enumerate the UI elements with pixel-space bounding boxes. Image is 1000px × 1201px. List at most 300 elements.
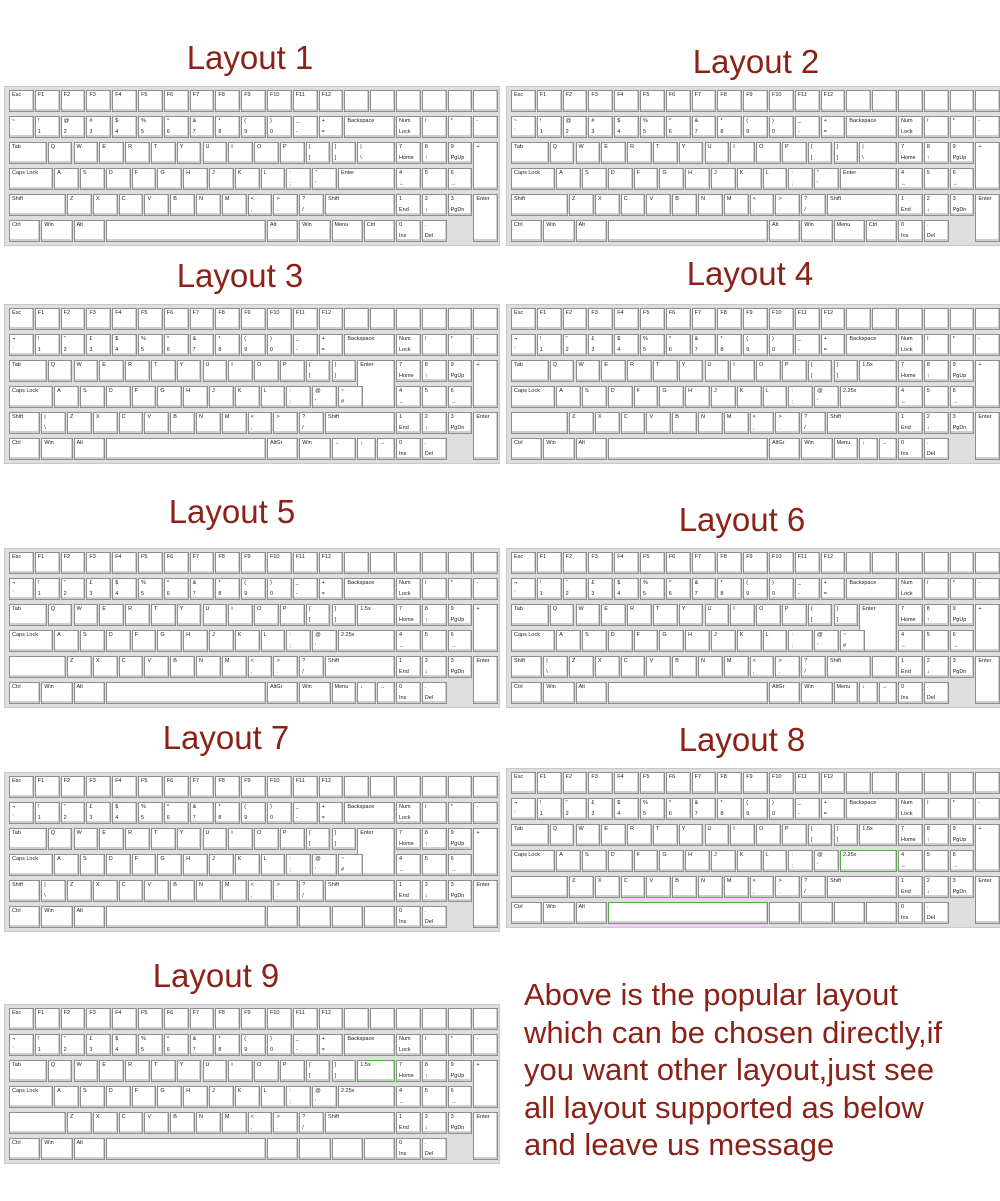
key-num-row[interactable] [692, 578, 717, 600]
key-num-lock[interactable] [898, 116, 923, 138]
key-p[interactable] [280, 142, 305, 164]
key-f11[interactable] [293, 1008, 318, 1030]
key-pipe[interactable] [859, 360, 897, 382]
key-num-row[interactable] [164, 578, 189, 600]
key-p[interactable] [782, 142, 807, 164]
key-np7[interactable] [396, 1060, 421, 1082]
key-d[interactable] [106, 386, 131, 408]
key-x[interactable] [93, 194, 118, 216]
key-d[interactable] [608, 168, 633, 190]
key-menu[interactable] [332, 220, 363, 242]
key-num-row[interactable] [86, 802, 111, 824]
key-t[interactable] [151, 142, 176, 164]
key-num-row[interactable] [717, 798, 742, 820]
key-blank[interactable] [950, 90, 975, 112]
key-iso-pipe[interactable] [41, 880, 66, 902]
key-np-plus[interactable] [473, 1060, 498, 1108]
key-num-row[interactable] [138, 116, 163, 138]
key-o[interactable] [756, 824, 781, 846]
key-esc[interactable] [511, 308, 536, 330]
key-f9[interactable] [241, 552, 266, 574]
key-f8[interactable] [717, 552, 742, 574]
key-quote[interactable] [312, 1086, 337, 1108]
key-num-row[interactable] [86, 578, 111, 600]
key-blank[interactable] [975, 90, 1000, 112]
key-num-row[interactable] [215, 116, 240, 138]
key-w[interactable] [74, 828, 99, 850]
key-blank[interactable] [834, 902, 865, 924]
key-f5[interactable] [640, 308, 665, 330]
key-f6[interactable] [666, 90, 691, 112]
key-b[interactable] [170, 1112, 195, 1134]
key-blank[interactable] [950, 772, 975, 794]
key-num-row[interactable] [511, 578, 536, 600]
key-menu[interactable] [834, 438, 859, 460]
key-f5[interactable] [138, 776, 163, 798]
key-menu[interactable] [834, 682, 859, 704]
key-period[interactable] [273, 656, 298, 678]
key-blank[interactable] [422, 552, 447, 574]
key-np6[interactable] [448, 1086, 473, 1108]
key-shift-right[interactable] [827, 194, 897, 216]
key-t[interactable] [151, 1060, 176, 1082]
key-np8[interactable] [422, 604, 447, 626]
key-altgr[interactable] [267, 682, 298, 704]
key-bracket-left[interactable] [808, 360, 833, 382]
key-menu[interactable] [834, 220, 865, 242]
key-x[interactable] [595, 656, 620, 678]
key-f11[interactable] [795, 552, 820, 574]
key-blank[interactable] [872, 656, 897, 678]
key-num-row[interactable] [138, 802, 163, 824]
key-np-plus[interactable] [975, 360, 1000, 408]
key-x[interactable] [93, 880, 118, 902]
key-z[interactable] [569, 876, 594, 898]
key-w[interactable] [74, 604, 99, 626]
key-z[interactable] [569, 412, 594, 434]
key-x[interactable] [93, 656, 118, 678]
key-np-slash[interactable] [924, 116, 949, 138]
key-period[interactable] [273, 880, 298, 902]
key-l[interactable] [763, 630, 788, 652]
key-enter[interactable] [338, 1086, 395, 1108]
key-np0[interactable] [898, 682, 923, 704]
key-f[interactable] [634, 850, 659, 872]
key-n[interactable] [196, 412, 221, 434]
key-f10[interactable] [769, 308, 794, 330]
key-num-row[interactable] [743, 578, 768, 600]
key-comma[interactable] [750, 876, 775, 898]
key-num-lock[interactable] [396, 578, 421, 600]
key-blank[interactable] [396, 776, 421, 798]
key-np3[interactable] [448, 1112, 473, 1134]
key-np4[interactable] [396, 1086, 421, 1108]
key-np8[interactable] [422, 1060, 447, 1082]
key-h[interactable] [183, 1086, 208, 1108]
key-u[interactable] [705, 824, 730, 846]
key-esc[interactable] [511, 772, 536, 794]
key-f6[interactable] [666, 308, 691, 330]
key-num-row[interactable] [215, 1034, 240, 1056]
key-o[interactable] [254, 828, 279, 850]
key-f5[interactable] [640, 772, 665, 794]
key-altgr[interactable] [267, 438, 298, 460]
key-bracket-left[interactable] [306, 1060, 331, 1082]
key-blank[interactable] [396, 1008, 421, 1030]
key-hash[interactable] [338, 854, 363, 876]
key-blank[interactable] [473, 90, 498, 112]
key-b[interactable] [170, 194, 195, 216]
key-num-row[interactable] [267, 116, 292, 138]
key-space[interactable] [106, 682, 266, 704]
key-blank[interactable] [872, 308, 897, 330]
key-y[interactable] [177, 360, 202, 382]
key-u[interactable] [203, 604, 228, 626]
key-q[interactable] [550, 604, 575, 626]
key-num-row[interactable] [112, 334, 137, 356]
key-num-row[interactable] [190, 802, 215, 824]
key-k[interactable] [235, 386, 260, 408]
key-np5[interactable] [422, 168, 447, 190]
key-enter[interactable] [840, 850, 897, 872]
key-n[interactable] [698, 656, 723, 678]
key-np-dot[interactable] [924, 902, 949, 924]
key-np0[interactable] [396, 906, 421, 928]
key-enter[interactable] [338, 168, 395, 190]
key-np2[interactable] [422, 194, 447, 216]
key-f1[interactable] [35, 308, 60, 330]
key-w[interactable] [576, 360, 601, 382]
key-num-row[interactable] [821, 578, 846, 600]
key-o[interactable] [756, 360, 781, 382]
key-s[interactable] [582, 630, 607, 652]
key-comma[interactable] [750, 412, 775, 434]
key-s[interactable] [80, 168, 105, 190]
key-j[interactable] [209, 630, 234, 652]
key-num-row[interactable] [795, 578, 820, 600]
key-blank[interactable] [370, 776, 395, 798]
key-f3[interactable] [86, 308, 111, 330]
key-f8[interactable] [215, 776, 240, 798]
key-np8[interactable] [924, 360, 949, 382]
key-ctrl-left[interactable] [511, 682, 542, 704]
key-blank[interactable] [898, 308, 923, 330]
key-num-row[interactable] [614, 578, 639, 600]
key-slash[interactable] [801, 656, 826, 678]
key-quote[interactable] [814, 630, 839, 652]
key-num-row[interactable] [692, 334, 717, 356]
key-x[interactable] [595, 412, 620, 434]
key-num-row[interactable] [640, 798, 665, 820]
key-quote[interactable] [312, 854, 337, 876]
key-num-row[interactable] [61, 578, 86, 600]
key-bracket-left[interactable] [306, 142, 331, 164]
key-s[interactable] [582, 850, 607, 872]
key-num-row[interactable] [215, 802, 240, 824]
key-o[interactable] [756, 604, 781, 626]
key-f12[interactable] [319, 552, 344, 574]
key-arrow-down[interactable] [357, 438, 375, 460]
key-t[interactable] [151, 604, 176, 626]
key-semicolon[interactable] [286, 630, 311, 652]
key-f3[interactable] [86, 552, 111, 574]
key-blank[interactable] [846, 552, 871, 574]
key-np9[interactable] [950, 824, 975, 846]
key-t[interactable] [653, 142, 678, 164]
key-blank[interactable] [801, 902, 832, 924]
key-f10[interactable] [267, 1008, 292, 1030]
key-np0[interactable] [396, 220, 421, 242]
key-np-star[interactable] [950, 334, 975, 356]
key-np7[interactable] [898, 142, 923, 164]
key-np0[interactable] [898, 438, 923, 460]
key-u[interactable] [203, 1060, 228, 1082]
key-num-row[interactable] [692, 116, 717, 138]
key-l[interactable] [261, 168, 286, 190]
key-np1[interactable] [898, 876, 923, 898]
key-np-enter[interactable] [473, 1112, 498, 1160]
key-f1[interactable] [35, 90, 60, 112]
key-tab[interactable] [9, 604, 47, 626]
key-u[interactable] [203, 828, 228, 850]
key-blank[interactable] [846, 772, 871, 794]
key-f7[interactable] [692, 90, 717, 112]
key-backspace[interactable] [846, 116, 897, 138]
key-hash[interactable] [338, 386, 363, 408]
key-j[interactable] [711, 850, 736, 872]
key-shift-left[interactable] [9, 656, 66, 678]
key-shift-left[interactable] [511, 194, 568, 216]
key-space[interactable] [608, 682, 768, 704]
key-num-row[interactable] [511, 798, 536, 820]
key-m[interactable] [222, 880, 247, 902]
key-f11[interactable] [795, 772, 820, 794]
key-f[interactable] [132, 1086, 157, 1108]
key-np4[interactable] [396, 168, 421, 190]
key-y[interactable] [177, 1060, 202, 1082]
key-s[interactable] [582, 386, 607, 408]
key-period[interactable] [775, 194, 800, 216]
key-space[interactable] [106, 438, 266, 460]
key-semicolon[interactable] [286, 1086, 311, 1108]
key-f7[interactable] [190, 552, 215, 574]
key-shift-left[interactable] [511, 876, 568, 898]
key-semicolon[interactable] [286, 386, 311, 408]
key-np0[interactable] [396, 682, 421, 704]
key-h[interactable] [685, 850, 710, 872]
key-blank[interactable] [370, 308, 395, 330]
key-ctrl-left[interactable] [511, 220, 542, 242]
key-n[interactable] [196, 656, 221, 678]
key-f9[interactable] [743, 90, 768, 112]
key-num-row[interactable] [319, 578, 344, 600]
key-r[interactable] [125, 142, 150, 164]
key-r[interactable] [627, 360, 652, 382]
key-s[interactable] [80, 1086, 105, 1108]
key-num-row[interactable] [190, 578, 215, 600]
key-e[interactable] [99, 142, 124, 164]
key-k[interactable] [737, 386, 762, 408]
key-period[interactable] [775, 876, 800, 898]
key-win-left[interactable] [543, 438, 574, 460]
key-a[interactable] [54, 168, 79, 190]
key-num-row[interactable] [267, 802, 292, 824]
key-shift-right[interactable] [325, 880, 395, 902]
key-num-row[interactable] [511, 116, 536, 138]
key-f7[interactable] [190, 776, 215, 798]
key-np7[interactable] [898, 824, 923, 846]
key-num-row[interactable] [9, 334, 34, 356]
key-alt-left[interactable] [576, 682, 607, 704]
key-num-row[interactable] [588, 798, 613, 820]
key-bracket-right[interactable] [834, 604, 859, 626]
key-j[interactable] [711, 630, 736, 652]
key-g[interactable] [659, 168, 684, 190]
key-tab[interactable] [511, 360, 549, 382]
key-f12[interactable] [821, 552, 846, 574]
key-np4[interactable] [898, 386, 923, 408]
key-blank[interactable] [448, 552, 473, 574]
key-np4[interactable] [898, 850, 923, 872]
key-np2[interactable] [422, 412, 447, 434]
key-z[interactable] [67, 194, 92, 216]
key-np7[interactable] [396, 828, 421, 850]
key-num-row[interactable] [821, 116, 846, 138]
key-d[interactable] [608, 850, 633, 872]
key-np-dot[interactable] [924, 682, 949, 704]
key-win-left[interactable] [41, 220, 72, 242]
key-l[interactable] [261, 1086, 286, 1108]
key-f1[interactable] [537, 90, 562, 112]
key-i[interactable] [730, 824, 755, 846]
key-semicolon[interactable] [788, 386, 813, 408]
key-i[interactable] [228, 604, 253, 626]
key-blank[interactable] [344, 90, 369, 112]
key-s[interactable] [80, 386, 105, 408]
key-esc[interactable] [511, 90, 536, 112]
key-np-star[interactable] [448, 1034, 473, 1056]
key-np-plus[interactable] [473, 604, 498, 652]
key-f[interactable] [132, 854, 157, 876]
key-semicolon[interactable] [788, 168, 813, 190]
key-backspace[interactable] [344, 116, 395, 138]
key-h[interactable] [183, 854, 208, 876]
key-np-minus[interactable] [975, 116, 1000, 138]
key-c[interactable] [119, 194, 144, 216]
key-tab[interactable] [511, 604, 549, 626]
key-esc[interactable] [9, 308, 34, 330]
key-comma[interactable] [248, 1112, 273, 1134]
key-shift-right[interactable] [325, 1112, 395, 1134]
key-f4[interactable] [614, 552, 639, 574]
key-bracket-left[interactable] [306, 604, 331, 626]
key-num-row[interactable] [588, 578, 613, 600]
key-np-enter[interactable] [473, 880, 498, 928]
key-num-row[interactable] [563, 578, 588, 600]
key-np-star[interactable] [950, 798, 975, 820]
key-shift-left[interactable] [511, 412, 568, 434]
key-win-left[interactable] [41, 906, 72, 928]
key-np7[interactable] [898, 360, 923, 382]
key-num-row[interactable] [319, 334, 344, 356]
key-e[interactable] [601, 142, 626, 164]
key-np1[interactable] [898, 194, 923, 216]
key-f9[interactable] [241, 308, 266, 330]
key-e[interactable] [99, 360, 124, 382]
key-shift-left[interactable] [511, 656, 542, 678]
key-q[interactable] [48, 604, 73, 626]
key-g[interactable] [659, 386, 684, 408]
key-num-row[interactable] [537, 578, 562, 600]
key-esc[interactable] [9, 552, 34, 574]
key-arrow-right[interactable] [377, 438, 395, 460]
key-v[interactable] [144, 880, 169, 902]
key-slash[interactable] [299, 656, 324, 678]
key-j[interactable] [209, 1086, 234, 1108]
key-e[interactable] [99, 828, 124, 850]
key-np-star[interactable] [448, 116, 473, 138]
key-f1[interactable] [537, 552, 562, 574]
key-bracket-right[interactable] [834, 360, 859, 382]
key-bracket-right[interactable] [332, 828, 357, 850]
key-num-row[interactable] [821, 334, 846, 356]
key-np1[interactable] [898, 656, 923, 678]
key-np4[interactable] [396, 854, 421, 876]
key-m[interactable] [724, 412, 749, 434]
key-iso-pipe[interactable] [543, 656, 568, 678]
key-f4[interactable] [614, 308, 639, 330]
key-np4[interactable] [898, 630, 923, 652]
key-num-row[interactable] [86, 334, 111, 356]
key-np0[interactable] [396, 1138, 421, 1160]
key-c[interactable] [119, 412, 144, 434]
key-num-row[interactable] [666, 578, 691, 600]
key-num-row[interactable] [164, 334, 189, 356]
key-z[interactable] [67, 412, 92, 434]
key-a[interactable] [556, 168, 581, 190]
key-shift-left[interactable] [9, 880, 40, 902]
key-num-row[interactable] [743, 334, 768, 356]
key-shift-right[interactable] [325, 656, 395, 678]
key-q[interactable] [48, 828, 73, 850]
key-alt-left[interactable] [74, 906, 105, 928]
key-enter[interactable] [840, 168, 897, 190]
key-f10[interactable] [267, 308, 292, 330]
key-f8[interactable] [215, 90, 240, 112]
key-m[interactable] [222, 656, 247, 678]
key-blank[interactable] [473, 308, 498, 330]
key-f2[interactable] [61, 552, 86, 574]
key-num-row[interactable] [537, 798, 562, 820]
key-blank[interactable] [769, 902, 800, 924]
key-v[interactable] [646, 656, 671, 678]
key-f1[interactable] [537, 772, 562, 794]
key-f10[interactable] [267, 552, 292, 574]
key-shift-right[interactable] [827, 876, 897, 898]
key-blank[interactable] [422, 90, 447, 112]
key-num-row[interactable] [138, 578, 163, 600]
key-comma[interactable] [750, 656, 775, 678]
key-bracket-right[interactable] [332, 142, 357, 164]
key-alt-right[interactable] [769, 220, 800, 242]
key-np9[interactable] [448, 1060, 473, 1082]
key-t[interactable] [653, 604, 678, 626]
key-np-star[interactable] [448, 578, 473, 600]
key-np2[interactable] [924, 412, 949, 434]
key-num-row[interactable] [61, 802, 86, 824]
key-f5[interactable] [640, 90, 665, 112]
key-l[interactable] [261, 854, 286, 876]
